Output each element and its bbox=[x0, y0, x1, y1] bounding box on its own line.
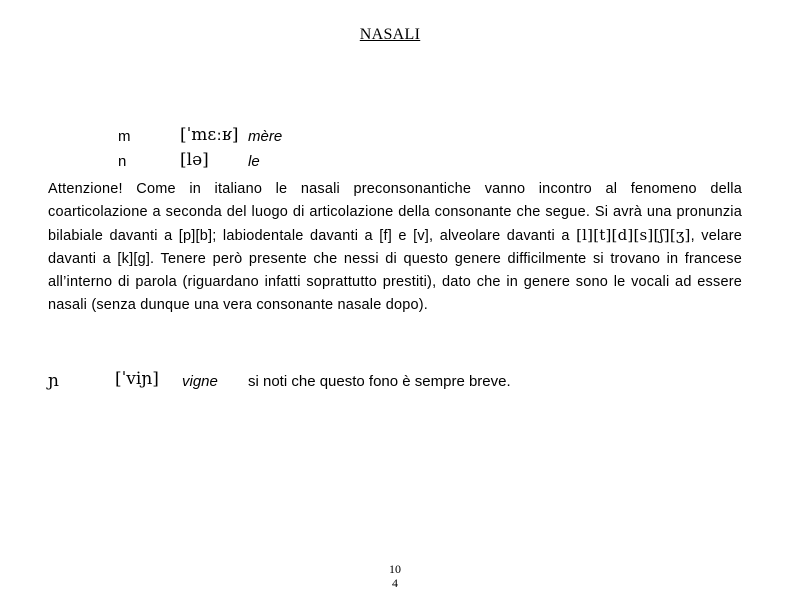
entry-ipa: [ˈmɛːʁ] bbox=[180, 125, 239, 145]
entry-symbol: m bbox=[118, 128, 131, 145]
entry-ipa: [lə] bbox=[180, 150, 209, 170]
page-title: NASALI bbox=[359, 26, 421, 43]
entry-symbol: n bbox=[118, 153, 127, 170]
entry-word: mère bbox=[248, 128, 283, 145]
explanation-paragraph bbox=[48, 178, 742, 317]
paragraph-part1: Attenzione! Come in italiano le nasali preconsonantiche vanno incontro al fenomeno della coarticolazione a seconda del luogo di articolazione della consonante che segue. Si avrà una pronunzia bilabiale davanti a [p][b]; labiodentale davanti a [f] e [v], alveolare davanti a bbox=[48, 181, 742, 244]
page-number-line2: 4 bbox=[392, 576, 398, 590]
entry-symbol: ɲ bbox=[48, 371, 59, 391]
entry-ipa: [ˈviɲ] bbox=[115, 369, 159, 389]
page-number-line1: 10 bbox=[389, 562, 401, 576]
entry-word: le bbox=[248, 153, 260, 170]
paragraph-part2: , velare davanti a [k][g]. Tenere però presente che nessi di questo genere difficilmente si trovano in francese all’interno di parola (riguardano infatti soprattutto prestiti), dato che in genere sono le vocali ad essere nasali (senza dunque una vera consonante nasale dopo). bbox=[48, 228, 742, 313]
entry-note: si noti che questo fono è sempre breve. bbox=[248, 373, 511, 390]
paragraph-ipa-alveolar: [l][t][d][s][ʃ][ʒ] bbox=[576, 226, 691, 244]
entry-word: vigne bbox=[182, 373, 218, 390]
